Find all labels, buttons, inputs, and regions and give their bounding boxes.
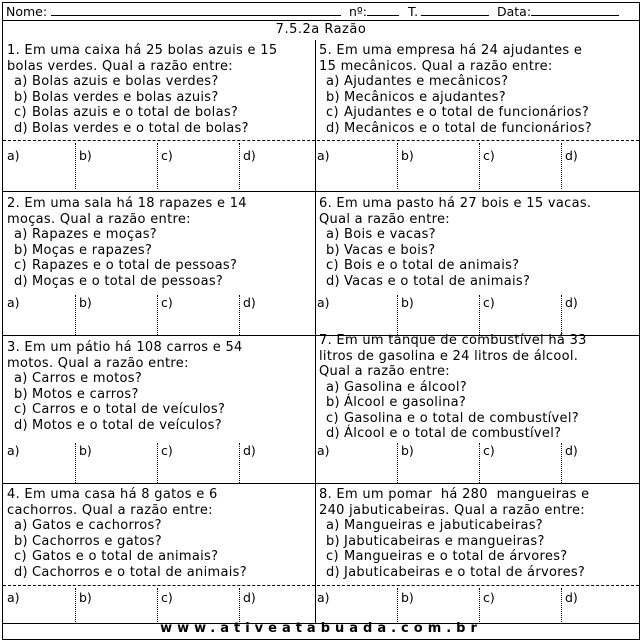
question-5: [319, 43, 639, 136]
site-footer: www.ativeatabuada.com.br: [160, 621, 482, 636]
option-d: d) Mecânicos e o total de funcionários?: [326, 120, 592, 136]
option-b: b) Mecânicos e ajudantes?: [326, 89, 506, 105]
answer-divider: [3, 140, 639, 141]
option-b: b) Motos e carros?: [14, 386, 139, 402]
header-row: [3, 3, 639, 21]
option-c: c) Gasolina e o total de combustível?: [326, 410, 579, 426]
row-divider: [3, 483, 639, 484]
option-b: b) Cachorros e gatos?: [14, 533, 162, 549]
option-d: d) Motos e o total de veículos?: [14, 417, 222, 433]
option-d: d) Jabuticabeiras e o total de árvores?: [326, 564, 586, 580]
option-c: c) Bois e o total de animais?: [326, 258, 520, 273]
option-a: a) Ajudantes e mecânicos?: [326, 74, 509, 89]
option-d: d) Vacas e o total de animais?: [326, 273, 531, 289]
number-label: nº:: [349, 4, 368, 19]
question-stem: 1. Em uma caixa há 25 bolas azuis e 15 bolas verdes. Qual a razão entre:: [7, 43, 278, 74]
worksheet: Nome: nº: T. Data: 7.5.2a Razão 1. Em uma caixa há 25 bolas azuis e 15 bolas verdes. Qual a razão entre: a) Bolas azuis e bolas verdes? b) Bolas verdes e bolas azuis? c) Bolas azuis e o total de bolas? d) Bolas verdes e o total de bolas? 5. Em uma empresa há 24 ajudantes e 15 mecânicos. Qual a razão entre: a) Ajudantes e mecânicos? b) Mecânicos e ajudantes? c) Ajudantes e o total de funcionários? d) Mecânicos e o total de funcionários? a) b) c) d) a) b) c) d) 2. Em uma sala há 18 rapazes e 14 moças. Qual a razão entre: a) Rapazes e moças? b) Moças e rapazes? c) Rapazes e o total de pessoas? d) Moças e o total de pessoas? 6. Em uma pasto há 27 bois e 15 vacas. Qual a razão entre: a) Bois e vacas? b) Vacas e bois? c) Bois e o total de animais? d) Vacas e o total de animais? a) b) c) d) a) b) c) d) 3. Em um pátio há 108 carros e 54 motos. Qual a razão entre: a) Carros e motos? b) Motos e carros? c) Carros e o total de veículos? d) Motos e o total de veículos? 7. Em um tanque de combustível há 33 litros de gasolina e 24 litros de álcool. Qual a razão entre: a) Gasolina e álcool? b) Álcool e gasolina? c) Gasolina e o total de combustível? d) Álcool e o total de combustível? a) b) c) d) a) b) c) d) 4. Em uma casa há 8 gatos e 6 cachorros. Qual a razão entre: a) Gatos e cachorros? b) Cachorros e gatos? c) Gatos e o total de animais? d) Cachorros e o total de animais? 8. Em um pomar há 280 mangueiras e 240 jabuticabeiras. Qual a razão entre: a) Mangueiras e jabuticabeiras? b) Jabuticabeiras e mangueiras? c) Mangueiras e o total de árvores? d) Jabuticabeiras e o total de árvores? a) b) c) d) a) b) c) d) www.ativeatabuada.com.br: [2, 2, 640, 640]
option-c: c) Gatos e o total de animais?: [14, 549, 219, 564]
number-blank[interactable]: [367, 15, 399, 16]
option-a: a) Gasolina e álcool?: [326, 379, 468, 395]
option-b: b) Bolas verdes e bolas azuis?: [14, 89, 219, 105]
option-d: d) Moças e o total de pessoas?: [14, 273, 224, 289]
option-a: a) Gatos e cachorros?: [14, 518, 162, 533]
question-6: 6. Em uma pasto há 27 bois e 15 vacas. Qual a razão entre: a) Bois e vacas? b) Vacas e bois? c) Bois e o total de animais? d) Vacas e o total de animais?: [319, 196, 639, 289]
question-8: 8. Em um pomar há 280 mangueiras e 240 jabuticabeiras. Qual a razão entre: a) Mangueiras e jabuticabeiras? b) Jabuticabeiras e mangueiras? c) Mangueiras e o total de árvores? d) Jabuticabeiras e o total de árvores?: [319, 487, 639, 580]
option-d: d) Cachorros e o total de animais?: [14, 564, 247, 580]
option-b: b) Jabuticabeiras e mangueiras?: [326, 533, 545, 549]
question-2: 2. Em uma sala há 18 rapazes e 14 moças. Qual a razão entre: a) Rapazes e moças? b) Moças e rapazes? c) Rapazes e o total de pessoas? d) Moças e o total de pessoas?: [7, 196, 313, 289]
option-c: c) Rapazes e o total de pessoas?: [14, 258, 238, 273]
question-stem: 5. Em uma empresa há 24 ajudantes e 15 mecânicos. Qual a razão entre:: [319, 43, 583, 74]
option-b: b) Moças e rapazes?: [14, 242, 153, 258]
class-label: T.: [408, 4, 419, 19]
option-b: b) Álcool e gasolina?: [326, 395, 467, 410]
question-7: 7. Em um tanque de combustível há 33 litros de gasolina e 24 litros de álcool. Qual a razão entre: a) Gasolina e álcool? b) Álcool e gasolina? c) Gasolina e o total de combustível? d) Álcool e o total de combustível?: [319, 333, 639, 442]
name-blank[interactable]: [51, 15, 341, 16]
option-c: c) Mangueiras e o total de árvores?: [326, 549, 568, 564]
option-a: a) Bolas azuis e bolas verdes?: [14, 74, 219, 89]
option-c: c) Bolas azuis e o total de bolas?: [14, 105, 239, 120]
question-1: [7, 43, 313, 136]
class-blank[interactable]: [421, 15, 489, 16]
option-c: c) Ajudantes e o total de funcionários?: [326, 105, 590, 120]
option-c: c) Carros e o total de veículos?: [14, 402, 226, 417]
question-3: 3. Em um pátio há 108 carros e 54 motos. Qual a razão entre: a) Carros e motos? b) Motos e carros? c) Carros e o total de veículos? d) Motos e o total de veículos?: [7, 340, 313, 433]
name-label: Nome:: [6, 4, 48, 19]
option-b: b) Vacas e bois?: [326, 242, 436, 258]
option-a: a) Rapazes e moças?: [14, 227, 157, 242]
option-d: d) Álcool e o total de combustível?: [326, 426, 562, 441]
option-a: a) Mangueiras e jabuticabeiras?: [326, 518, 544, 533]
date-blank[interactable]: [531, 15, 619, 16]
row-divider: [3, 191, 639, 192]
column-divider: [315, 40, 316, 624]
option-d: d) Bolas verdes e o total de bolas?: [14, 120, 249, 136]
worksheet-title: 7.5.2a Razão: [275, 22, 367, 37]
question-4: 4. Em uma casa há 8 gatos e 6 cachorros. Qual a razão entre: a) Gatos e cachorros? b) Cachorros e gatos? c) Gatos e o total de animais? d) Cachorros e o total de animais?: [7, 487, 313, 580]
answer-divider: [3, 585, 639, 586]
option-a: a) Bois e vacas?: [326, 227, 436, 242]
option-a: a) Carros e motos?: [14, 371, 143, 386]
date-label: Data:: [497, 4, 532, 19]
